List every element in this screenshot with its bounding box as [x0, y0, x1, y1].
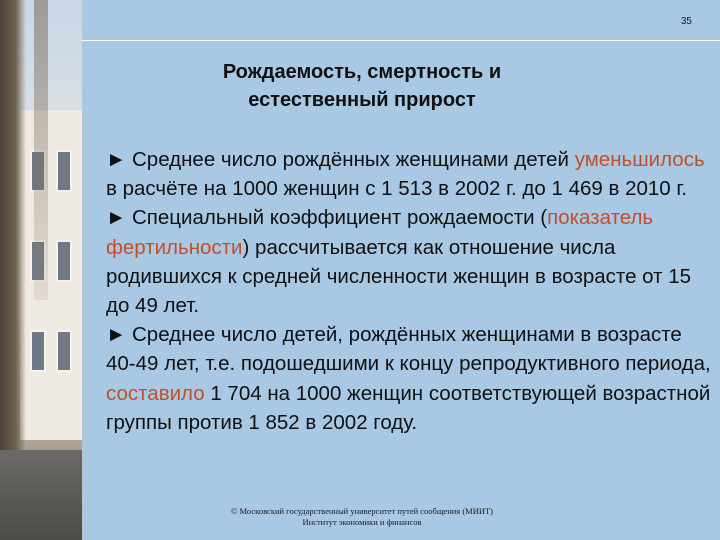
highlighted-term: уменьшилось [574, 148, 705, 171]
bullet-arrow-icon: ► [106, 206, 127, 230]
highlighted-term: составило [106, 381, 205, 405]
paragraph-text: 1 704 на 1000 женщин соответствующей возрастной группы против 1 852 в 2002 году. [106, 381, 711, 434]
bullet-arrow-icon: ► [106, 323, 127, 347]
footer-line-1: © Московский государственный университет путей сообщения (МИИТ) [230, 506, 494, 516]
slide-body [106, 145, 716, 437]
footer [182, 506, 542, 528]
tree-branch [34, 0, 48, 300]
paragraph-text: Среднее число рождённых женщинами детей [126, 148, 575, 171]
footer-line-2: Институт экономики и финансов [302, 517, 422, 527]
paragraph-text: ) рассчитывается как отношение числа родившихся к средней численности женщин в возрасте от 15 до 49 лет. [106, 235, 692, 318]
slide-title [122, 58, 602, 114]
paragraph-text: Специальный коэффициент рождаемости ( [126, 206, 548, 230]
divider [82, 40, 720, 41]
window [30, 330, 46, 372]
slide-number: 35 [680, 16, 692, 27]
window [56, 330, 72, 372]
paragraph-1 [106, 145, 716, 203]
highlighted-term: показатель фертильности [106, 206, 654, 259]
slide-panel [82, 0, 720, 540]
title-line-1: Рождаемость, смертность и [222, 61, 502, 83]
paragraph-3 [106, 320, 716, 437]
bullet-arrow-icon: ► [106, 148, 127, 171]
building-photo [0, 0, 82, 540]
window [56, 240, 72, 282]
ground [0, 450, 82, 540]
window [56, 150, 72, 192]
paragraph-text: в расчёте на 1000 женщин с 1 513 в 2002 г. до 1 469 в 2010 г. [106, 177, 688, 201]
paragraph-text: Среднее число детей, рождённых женщинами в возрасте 40-49 лет, т.е. подошедшими к концу репродуктивного периода, [106, 323, 711, 376]
paragraph-2 [106, 203, 716, 320]
title-line-2: естественный прирост [248, 89, 476, 111]
